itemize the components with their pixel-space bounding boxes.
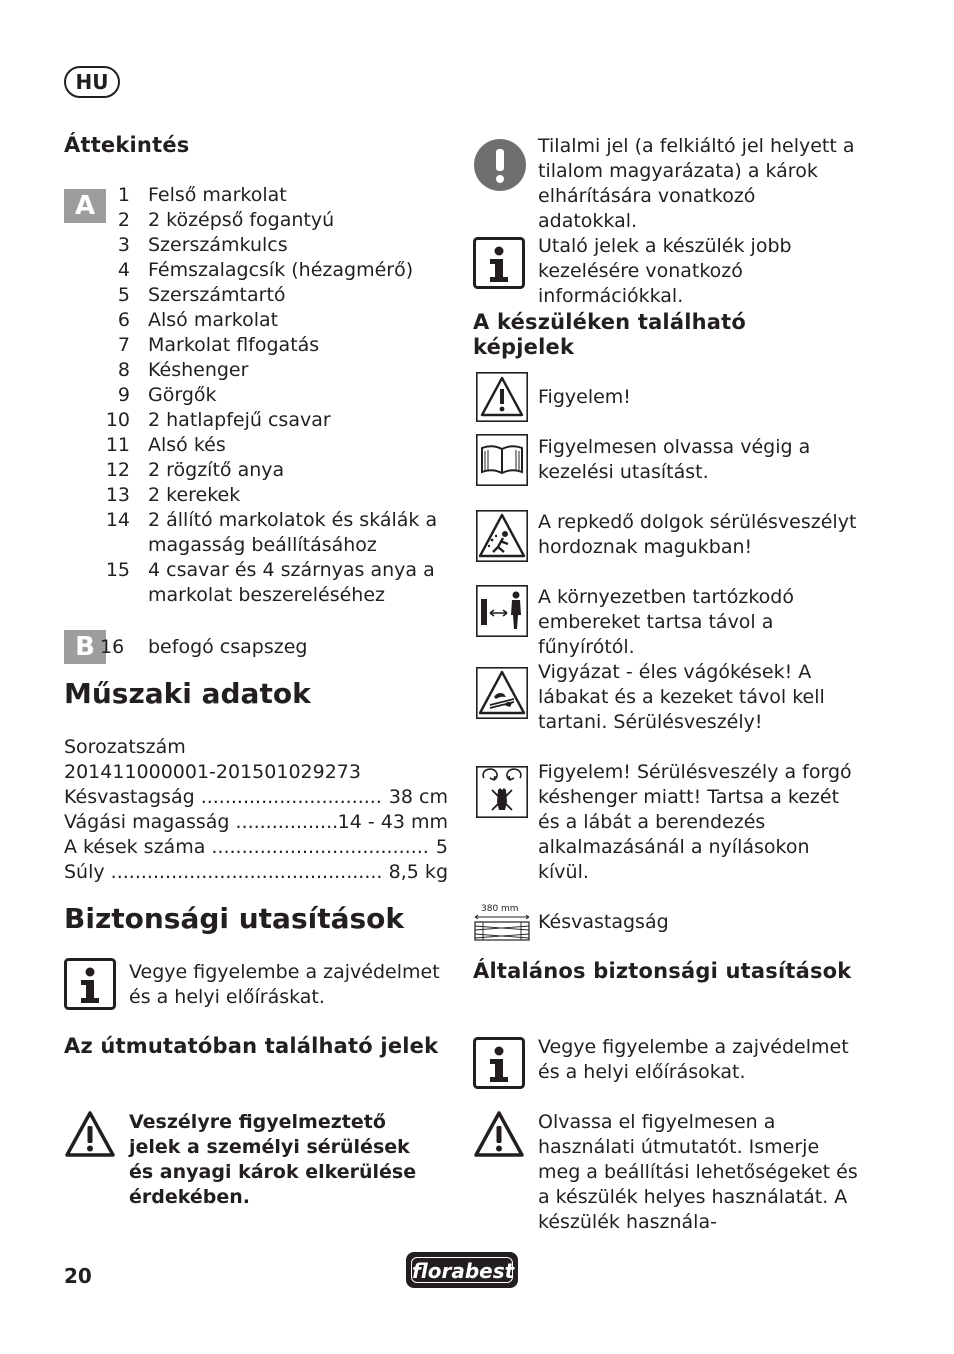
spec-leader-dots <box>201 785 383 810</box>
list-item <box>100 433 460 458</box>
list-item-text: Alsó kés <box>148 434 226 456</box>
tech-specs <box>64 735 448 885</box>
rotating-blade-icon <box>476 766 528 823</box>
serial-value: 201411000001-201501029273 <box>64 761 361 783</box>
noise-protection-note: Vegye figyelembe a zajvédelmet és a helyi előíráskat. <box>129 961 440 1008</box>
spec-leader-dots <box>111 860 383 885</box>
list-item-text: 2 kerekek <box>148 484 241 506</box>
list-item-text: Görgők <box>148 384 217 406</box>
list-item-text: Fémszalagcsík (hézagmérő) <box>148 259 414 281</box>
overview-title: Áttekintés <box>64 133 190 157</box>
device-symbols-title: A készüléken található képjelek <box>473 310 746 359</box>
list-item-number: 8 <box>117 359 130 381</box>
list-item <box>100 308 460 333</box>
language-badge: HU <box>64 66 120 98</box>
prohibition-icon <box>473 138 527 197</box>
list-item-number: 14 <box>105 509 130 531</box>
spec-leader-dots <box>211 835 429 860</box>
list-item <box>100 208 460 233</box>
list-item-number: 15 <box>105 559 130 581</box>
spec-value: 5 <box>429 836 448 858</box>
info-note: Utaló jelek a készülék jobb kezelésére vonatkozó információkkal. <box>538 235 792 307</box>
spec-value: 14 - 43 mm <box>337 811 448 833</box>
list-item-number: 2 <box>117 209 130 231</box>
list-item-number: 4 <box>117 259 130 281</box>
list-item-number: 10 <box>105 409 130 431</box>
list-item-text: Szerszámkulcs <box>148 234 288 256</box>
spec-row <box>64 810 448 835</box>
symbol-text: Vigyázat - éles vágókések! A lábakat és a kezeket távol kell tartani. Sérülésveszély! <box>538 661 825 733</box>
manual-symbols-title: Az útmutatóban található jelek <box>64 1034 439 1058</box>
spec-value: 8,5 kg <box>382 861 448 883</box>
figure-a-marker: A <box>64 189 106 223</box>
flying-objects-icon <box>476 510 528 567</box>
symbol-text: Figyelmesen olvassa végig a kezelési utasítást. <box>538 436 811 483</box>
info-icon <box>64 958 116 1015</box>
keep-distance-icon <box>476 585 528 642</box>
list-item-text: 2 rögzítő anya <box>148 459 285 481</box>
general-info-note: Vegye figyelembe a zajvédelmet és a helyi előírásokat. <box>538 1036 849 1083</box>
list-item-text: Markolat flfogatás <box>148 334 320 356</box>
tech-data-title: Műszaki adatok <box>64 677 311 710</box>
brand-logo <box>406 1252 518 1288</box>
list-item-text: 2 állító markolatok és skálák a magasság beállításához <box>148 509 438 556</box>
list-item <box>100 508 460 558</box>
spec-row <box>64 835 448 860</box>
list-item-number: 5 <box>117 284 130 306</box>
symbol-text: Késvastagság <box>538 911 669 933</box>
list-item <box>100 635 460 660</box>
danger-note: Veszélyre figyelmeztető jelek a személyi sérülések és anyagi károk elkerülése érdekében. <box>129 1111 417 1208</box>
prohibition-note: Tilalmi jel (a felkiáltó jel helyett a tilalom magyarázata) a károk elhárítására vonatkozó adatokkal. <box>538 135 855 232</box>
page-number: 20 <box>64 1264 92 1288</box>
list-item-number: 3 <box>117 234 130 256</box>
warning-triangle-icon <box>64 1110 116 1163</box>
list-item-text: Alsó markolat <box>148 309 279 331</box>
symbol-text: Figyelem! <box>538 386 631 408</box>
spec-label: A kések száma <box>64 836 212 858</box>
spec-row <box>64 785 448 810</box>
cutting-width-icon-label: 380 mm <box>481 904 519 914</box>
list-item-number: 9 <box>117 384 130 406</box>
symbol-text: A környezetben tartózkodó embereket tartsa távol a fűnyírótól. <box>538 586 794 658</box>
list-item-text: 2 hatlapfejű csavar <box>148 409 331 431</box>
spec-value: 38 cm <box>382 786 448 808</box>
spec-label: Súly <box>64 861 111 883</box>
list-item-number: 13 <box>105 484 130 506</box>
list-item-number: 7 <box>117 334 130 356</box>
list-item-number: 12 <box>105 459 130 481</box>
figure-b-marker: B <box>64 630 106 664</box>
list-item-text: Felső markolat <box>148 184 287 206</box>
info-icon <box>473 1037 525 1094</box>
symbol-text: A repkedő dolgok sérülésveszélyt hordoznak magukban! <box>538 511 857 558</box>
info-icon <box>473 237 525 294</box>
cutting-width-icon <box>473 904 531 949</box>
safety-title: Biztonsági utasítások <box>64 902 405 935</box>
list-item <box>100 233 460 258</box>
symbol-text: Figyelem! Sérülésveszély a forgó késhenger miatt! Tartsa a kezét és a lábát a berendezés alkalmazásánál a nyílásokon kívül. <box>538 761 852 883</box>
list-item-text: 4 csavar és 4 szárnyas anya a markolat beszereléséhez <box>148 559 435 606</box>
list-item <box>100 333 460 358</box>
spec-row <box>64 860 448 885</box>
list-item-number: 6 <box>117 309 130 331</box>
parts-list <box>100 183 460 608</box>
list-item <box>100 258 460 283</box>
list-item-text: 2 középső fogantyú <box>148 209 335 231</box>
list-item-text: Késhenger <box>148 359 249 381</box>
list-item-text: Szerszámtartó <box>148 284 286 306</box>
list-item-number: 1 <box>117 184 130 206</box>
warning-triangle-icon <box>473 1110 525 1163</box>
spec-label: Vágási magasság <box>64 811 236 833</box>
list-item <box>100 358 460 383</box>
list-item <box>100 183 460 208</box>
spec-label: Késvastagság <box>64 786 201 808</box>
read-manual-icon <box>476 434 528 491</box>
list-item <box>100 383 460 408</box>
list-item <box>100 558 460 608</box>
list-item <box>100 283 460 308</box>
general-safety-title: Általános biztonsági utasítások <box>473 959 852 983</box>
sharp-blades-icon <box>476 667 528 724</box>
brand-logo-text: florabest <box>412 1259 515 1283</box>
list-item <box>100 458 460 483</box>
list-item <box>100 408 460 433</box>
list-item-text: befogó csapszeg <box>148 636 308 658</box>
list-item <box>100 483 460 508</box>
spec-leader-dots <box>235 810 337 835</box>
attention-triangle-icon <box>476 372 528 427</box>
serial-label: Sorozatszám <box>64 736 186 758</box>
general-warning-note: Olvassa el figyelmesen a használati útmutatót. Ismerje meg a beállítási lehetőségeket és a készülék helyes használatát. A készülék használa- <box>538 1111 858 1233</box>
list-item-number: 11 <box>105 434 130 456</box>
list-item-number: 16 <box>100 636 125 658</box>
